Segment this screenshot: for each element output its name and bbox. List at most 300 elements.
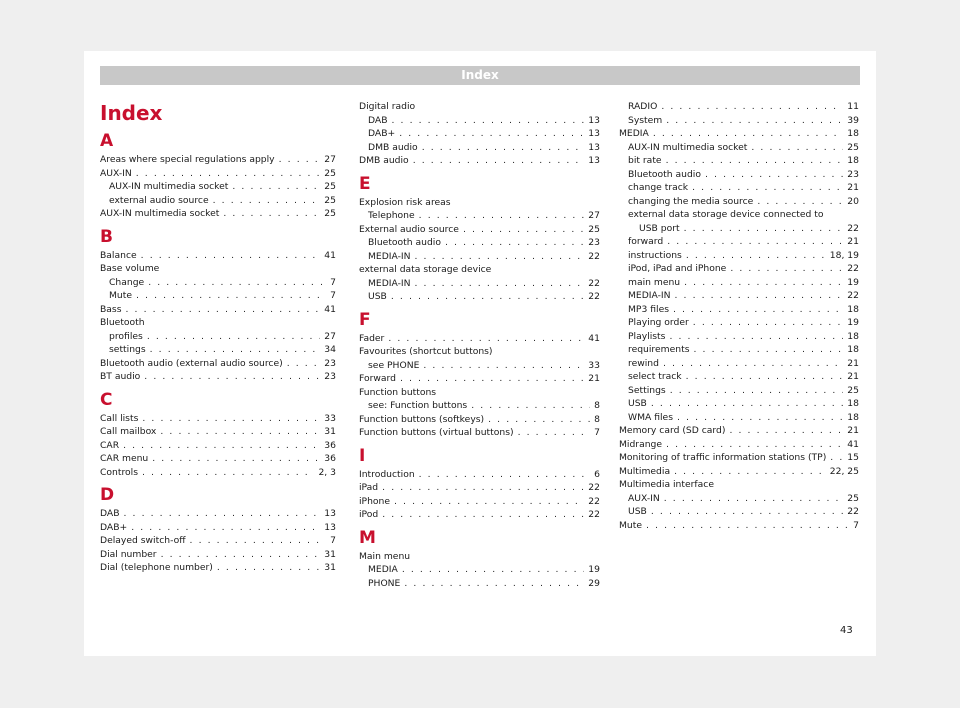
dot-leader — [445, 236, 584, 250]
dot-leader — [674, 465, 826, 479]
index-entry-page: 33 — [324, 412, 336, 424]
dot-leader — [136, 289, 326, 303]
index-entry-page: 21 — [847, 371, 859, 382]
index-entry-page: 8 — [594, 413, 600, 425]
index-entry-page: 13 — [588, 128, 600, 139]
index-entry — [619, 249, 859, 263]
index-heading: Multimedia interface — [619, 479, 714, 490]
dot-leader — [653, 127, 843, 141]
index-entry-page: 22 — [847, 263, 859, 274]
index-entry-text: Call lists — [100, 412, 139, 424]
index-entry-text: DAB — [368, 114, 388, 126]
page-title: Index — [100, 101, 163, 125]
index-entry-page: 41 — [324, 303, 336, 315]
index-entry — [100, 534, 336, 548]
dot-leader — [400, 372, 584, 386]
index-entry — [359, 413, 600, 427]
dot-leader — [686, 370, 844, 384]
index-entry-text: see PHONE — [368, 359, 420, 371]
index-entry — [619, 451, 859, 465]
index-entry-text: DAB+ — [100, 521, 128, 533]
dot-leader — [150, 343, 321, 357]
index-entry-text: see: Function buttons — [368, 400, 468, 411]
index-entry-page: 41 — [847, 438, 859, 450]
index-entry — [100, 439, 336, 453]
dot-leader — [147, 330, 320, 344]
index-entry-text: settings — [109, 344, 146, 355]
dot-leader — [692, 181, 843, 195]
index-entry-text: Midrange — [619, 438, 663, 450]
index-entry-page: 2, 3 — [318, 466, 336, 478]
index-entry-text: DAB+ — [368, 128, 396, 139]
index-entry — [619, 330, 859, 344]
index-entry-page: 25 — [847, 141, 859, 153]
index-column-3 — [619, 100, 859, 532]
dot-leader — [686, 249, 826, 263]
section-letter: F — [359, 309, 371, 330]
index-entry-page: 7 — [853, 519, 859, 531]
index-entry-page: 21 — [847, 182, 859, 193]
dot-leader — [661, 100, 843, 114]
dot-leader — [684, 222, 844, 236]
index-entry-text: iPod — [359, 509, 379, 520]
index-entry-page: 27 — [588, 210, 600, 221]
index-entry-page: 31 — [324, 426, 336, 437]
dot-leader — [160, 425, 320, 439]
index-heading: Main menu — [359, 550, 411, 562]
dot-leader — [190, 534, 327, 548]
index-entry-page: 34 — [324, 344, 336, 355]
index-entry — [359, 399, 600, 413]
index-entry-text: DMB audio — [359, 155, 409, 166]
index-entry-page: 18 — [847, 344, 859, 355]
index-entry-page: 25 — [324, 208, 336, 219]
index-heading: Digital radio — [359, 101, 416, 112]
index-entry-page: 25 — [588, 223, 600, 235]
index-entry-text: Balance — [100, 249, 137, 261]
index-entry-text: main menu — [628, 276, 681, 288]
index-entry — [619, 127, 859, 141]
index-entry — [619, 370, 859, 384]
index-entry-text: select track — [628, 371, 682, 382]
dot-leader — [419, 468, 591, 482]
index-entry — [100, 180, 336, 194]
index-entry-text: Monitoring of traffic information stations (TP) — [619, 452, 827, 463]
index-heading: Explosion risk areas — [359, 196, 451, 208]
index-heading: Favourites (shortcut buttons) — [359, 346, 493, 357]
index-entry-text: Multimedia — [619, 465, 671, 477]
index-entry — [100, 452, 336, 466]
index-entry-page: 22 — [588, 482, 600, 493]
index-entry — [100, 548, 336, 562]
section-letter: M — [359, 527, 376, 548]
index-entry — [619, 154, 859, 168]
dot-leader — [664, 492, 844, 506]
dot-leader — [730, 262, 843, 276]
index-entry-text: Playing order — [628, 317, 689, 328]
dot-leader — [663, 357, 843, 371]
index-entry-page: 25 — [324, 181, 336, 192]
index-entry-text: Settings — [628, 384, 666, 396]
index-entry-text: AUX-IN multimedia socket — [109, 181, 229, 192]
index-entry-page: 19 — [588, 564, 600, 575]
dot-leader — [651, 505, 843, 519]
index-entry — [359, 209, 600, 223]
index-entry-text: Fader — [359, 332, 385, 344]
index-entry-text: Bluetooth audio — [368, 237, 441, 248]
index-entry-text: iPhone — [359, 495, 391, 507]
index-entry — [359, 508, 600, 522]
index-entry — [100, 561, 336, 575]
index-entry — [359, 277, 600, 291]
dot-leader — [488, 413, 590, 427]
dot-leader — [287, 357, 321, 371]
index-entry-page: 23 — [588, 237, 600, 248]
index-column-2 — [359, 100, 600, 590]
index-entry-page: 22 — [588, 495, 600, 507]
dot-leader — [142, 412, 320, 426]
index-entry-text: Bass — [100, 303, 122, 315]
dot-leader — [705, 168, 843, 182]
index-entry-page: 13 — [324, 508, 336, 519]
index-entry — [619, 303, 859, 317]
index-entry — [619, 141, 859, 155]
index-entry-text: Telephone — [368, 210, 415, 221]
index-entry-text: forward — [628, 236, 664, 247]
index-entry-text: MP3 files — [628, 303, 670, 315]
index-entry-text: CAR menu — [100, 453, 149, 464]
index-entry-page: 18 — [847, 411, 859, 423]
index-entry — [359, 332, 600, 346]
index-entry-page: 22 — [588, 291, 600, 302]
index-entry — [100, 289, 336, 303]
dot-leader — [399, 127, 584, 141]
section-letter: C — [100, 389, 113, 410]
dot-leader — [693, 343, 843, 357]
index-entry — [359, 223, 600, 237]
index-entry-page: 22 — [588, 277, 600, 289]
index-entry-text: USB — [628, 506, 647, 517]
section-letter: D — [100, 485, 115, 505]
dot-leader — [667, 235, 843, 249]
index-entry — [619, 222, 859, 236]
index-entry-page: 21 — [847, 425, 859, 436]
index-entry — [359, 127, 600, 141]
index-entry-text: Bluetooth audio (external audio source) — [100, 357, 283, 369]
index-entry — [100, 330, 336, 344]
index-entry — [619, 424, 859, 438]
index-entry — [619, 316, 859, 330]
index-entry-page: 19 — [847, 317, 859, 328]
index-heading: external data storage device — [359, 264, 492, 275]
index-entry-text: AUX-IN — [628, 492, 660, 504]
dot-leader — [279, 153, 321, 167]
dot-leader — [646, 519, 849, 533]
dot-leader — [382, 508, 584, 522]
index-entry-page: 25 — [324, 194, 336, 206]
index-entry-page: 27 — [324, 330, 336, 342]
dot-leader — [148, 276, 326, 290]
section-letter: I — [359, 445, 366, 466]
index-entry-page: 36 — [324, 453, 336, 464]
dot-leader — [419, 209, 585, 223]
index-entry-page: 13 — [588, 141, 600, 153]
index-entry-text: USB — [368, 291, 387, 302]
index-entry — [359, 154, 600, 168]
index-entry — [100, 507, 336, 521]
dot-leader — [651, 397, 843, 411]
dot-leader — [144, 370, 320, 384]
index-entry-page: 7 — [594, 427, 600, 438]
section-letter: E — [359, 173, 371, 194]
index-entry-text: CAR — [100, 439, 120, 451]
index-entry-page: 18, 19 — [829, 249, 859, 261]
index-entry-text: external audio source — [109, 194, 209, 206]
index-entry-text: changing the media source — [628, 195, 754, 207]
index-entry — [619, 465, 859, 479]
index-entry-text: MEDIA — [368, 564, 398, 575]
index-entry-page: 8 — [594, 400, 600, 411]
index-entry — [100, 343, 336, 357]
index-entry — [619, 519, 859, 533]
index-entry-text: Delayed switch-off — [100, 535, 186, 546]
header-bar: Index — [100, 66, 860, 85]
dot-leader — [677, 411, 843, 425]
column-entries — [100, 130, 336, 575]
index-entry — [359, 236, 600, 250]
dot-leader — [684, 276, 843, 290]
index-entry — [100, 207, 336, 221]
index-entry-text: DAB — [100, 508, 120, 519]
dot-leader — [391, 290, 584, 304]
dot-leader — [670, 384, 844, 398]
index-entry-page: 21 — [847, 357, 859, 369]
index-entry-page: 18 — [847, 330, 859, 342]
dot-leader — [223, 207, 320, 221]
index-entry — [619, 438, 859, 452]
dot-leader — [413, 154, 585, 168]
index-entry-page: 22, 25 — [829, 465, 859, 477]
dot-leader — [693, 316, 844, 330]
dot-leader — [402, 563, 584, 577]
index-entry — [100, 425, 336, 439]
dot-leader — [673, 303, 843, 317]
dot-leader — [518, 426, 591, 440]
index-entry — [100, 153, 336, 167]
page-number: 43 — [840, 625, 853, 636]
index-column-1 — [100, 100, 336, 575]
index-entry — [100, 357, 336, 371]
index-entry-page: 39 — [847, 114, 859, 126]
index-entry-text: WMA files — [628, 411, 673, 423]
index-entry-text: Areas where special regulations apply — [100, 154, 275, 165]
index-entry — [619, 100, 859, 114]
index-entry — [619, 343, 859, 357]
index-entry-text: Call mailbox — [100, 426, 157, 437]
index-entry — [619, 168, 859, 182]
dot-leader — [463, 223, 584, 237]
index-entry-page: 7 — [330, 276, 336, 288]
index-entry-page: 7 — [330, 290, 336, 301]
index-entry-text: Function buttons (softkeys) — [359, 413, 485, 425]
index-entry-page: 19 — [847, 276, 859, 288]
index-entry-page: 13 — [588, 114, 600, 126]
index-entry — [619, 262, 859, 276]
dot-leader — [161, 548, 321, 562]
index-entry-page: 27 — [324, 154, 336, 165]
dot-leader — [666, 154, 844, 168]
index-entry — [359, 290, 600, 304]
index-heading: Function buttons — [359, 386, 437, 398]
index-entry-text: AUX-IN — [100, 167, 132, 179]
index-entry-text: profiles — [109, 330, 143, 342]
index-entry — [619, 289, 859, 303]
dot-leader — [123, 439, 320, 453]
dot-leader — [422, 141, 585, 155]
index-entry-page: 15 — [847, 452, 859, 463]
index-entry-text: MEDIA-IN — [368, 277, 411, 289]
index-entry — [359, 359, 600, 373]
index-entry — [619, 276, 859, 290]
dot-leader — [830, 451, 843, 465]
index-entry — [619, 397, 859, 411]
index-entry-page: 20 — [847, 195, 859, 207]
index-entry — [619, 505, 859, 519]
index-entry-page: 36 — [324, 439, 336, 451]
index-entry-page: 7 — [330, 535, 336, 546]
index-entry — [359, 426, 600, 440]
index-entry-text: Introduction — [359, 468, 415, 480]
index-entry — [359, 372, 600, 386]
dot-leader — [388, 332, 584, 346]
section-letter: B — [100, 226, 113, 247]
index-entry — [100, 521, 336, 535]
index-entry — [619, 181, 859, 195]
index-entry-page: 31 — [324, 562, 336, 573]
index-entry — [619, 384, 859, 398]
index-entry-text: requirements — [628, 344, 690, 355]
index-entry-text: MEDIA — [619, 128, 649, 139]
index-entry-page: 13 — [324, 521, 336, 533]
index-entry-text: Dial number — [100, 548, 157, 560]
column-entries — [359, 100, 600, 590]
dot-leader — [471, 399, 590, 413]
dot-leader — [126, 303, 321, 317]
index-entry-page: 29 — [588, 577, 600, 589]
index-entry-page: 31 — [324, 548, 336, 560]
index-entry — [100, 412, 336, 426]
index-entry-page: 25 — [847, 384, 859, 396]
index-entry-text: instructions — [628, 249, 682, 261]
dot-leader — [131, 521, 320, 535]
dot-leader — [232, 180, 320, 194]
dot-leader — [142, 466, 314, 480]
index-entry-page: 22 — [588, 509, 600, 520]
dot-leader — [415, 250, 585, 264]
index-entry-page: 6 — [594, 468, 600, 480]
dot-leader — [404, 577, 584, 591]
dot-leader — [757, 195, 843, 209]
index-entry-page: 22 — [588, 250, 600, 262]
index-entry-text: Controls — [100, 466, 138, 478]
index-entry-page: 25 — [847, 492, 859, 504]
index-entry — [359, 250, 600, 264]
dot-leader — [152, 452, 320, 466]
index-heading: Base volume — [100, 263, 160, 274]
index-entry-text: rewind — [628, 357, 659, 369]
index-entry-text: AUX-IN multimedia socket — [628, 141, 748, 153]
index-entry-text: Mute — [619, 519, 643, 531]
index-entry-page: 23 — [324, 357, 336, 369]
index-entry — [359, 495, 600, 509]
index-entry-text: Function buttons (virtual buttons) — [359, 427, 514, 438]
index-entry-text: iPad — [359, 482, 379, 493]
index-entry — [359, 141, 600, 155]
index-entry — [100, 303, 336, 317]
index-entry-page: 33 — [588, 359, 600, 371]
index-entry-text: USB — [628, 398, 647, 409]
index-heading: external data storage device connected to — [628, 209, 824, 220]
index-entry-text: DMB audio — [368, 141, 418, 153]
index-entry-page: 22 — [847, 506, 859, 517]
index-entry — [359, 577, 600, 591]
index-entry-page: 18 — [847, 303, 859, 315]
dot-leader — [729, 424, 843, 438]
column-entries — [619, 100, 859, 532]
index-entry-text: Mute — [109, 290, 133, 301]
index-entry-text: USB port — [639, 222, 680, 234]
index-entry-page: 18 — [847, 128, 859, 139]
index-entry-text: BT audio — [100, 371, 141, 382]
index-entry-text: iPod, iPad and iPhone — [628, 263, 727, 274]
index-entry-text: AUX-IN multimedia socket — [100, 208, 220, 219]
index-entry — [619, 411, 859, 425]
section-letter: A — [100, 131, 114, 151]
index-entry-text: MEDIA-IN — [628, 290, 671, 301]
index-entry — [619, 357, 859, 371]
dot-leader — [382, 481, 584, 495]
index-entry-page: 41 — [324, 249, 336, 261]
index-entry — [359, 468, 600, 482]
index-entry — [619, 195, 859, 209]
index-entry-text: Forward — [359, 373, 396, 384]
dot-leader — [666, 438, 843, 452]
index-entry-page: 22 — [847, 222, 859, 234]
index-entry-page: 21 — [847, 236, 859, 247]
index-entry-text: External audio source — [359, 223, 459, 235]
index-entry-page: 25 — [324, 167, 336, 179]
index-entry-page: 23 — [847, 168, 859, 180]
dot-leader — [213, 194, 321, 208]
index-entry-text: RADIO — [628, 101, 658, 112]
dot-leader — [217, 561, 320, 575]
index-entry-text: System — [628, 114, 663, 126]
index-entry-page: 21 — [588, 373, 600, 384]
index-heading: Bluetooth — [100, 317, 145, 328]
index-entry-page: 23 — [324, 371, 336, 382]
index-entry-text: change track — [628, 182, 689, 193]
index-entry-text: Dial (telephone number) — [100, 562, 213, 573]
dot-leader — [392, 114, 585, 128]
dot-leader — [675, 289, 844, 303]
dot-leader — [423, 359, 584, 373]
dot-leader — [666, 114, 843, 128]
index-entry — [100, 249, 336, 263]
index-entry — [100, 276, 336, 290]
index-entry-page: 13 — [588, 155, 600, 166]
index-entry — [100, 194, 336, 208]
index-entry-text: Bluetooth audio — [628, 168, 701, 180]
